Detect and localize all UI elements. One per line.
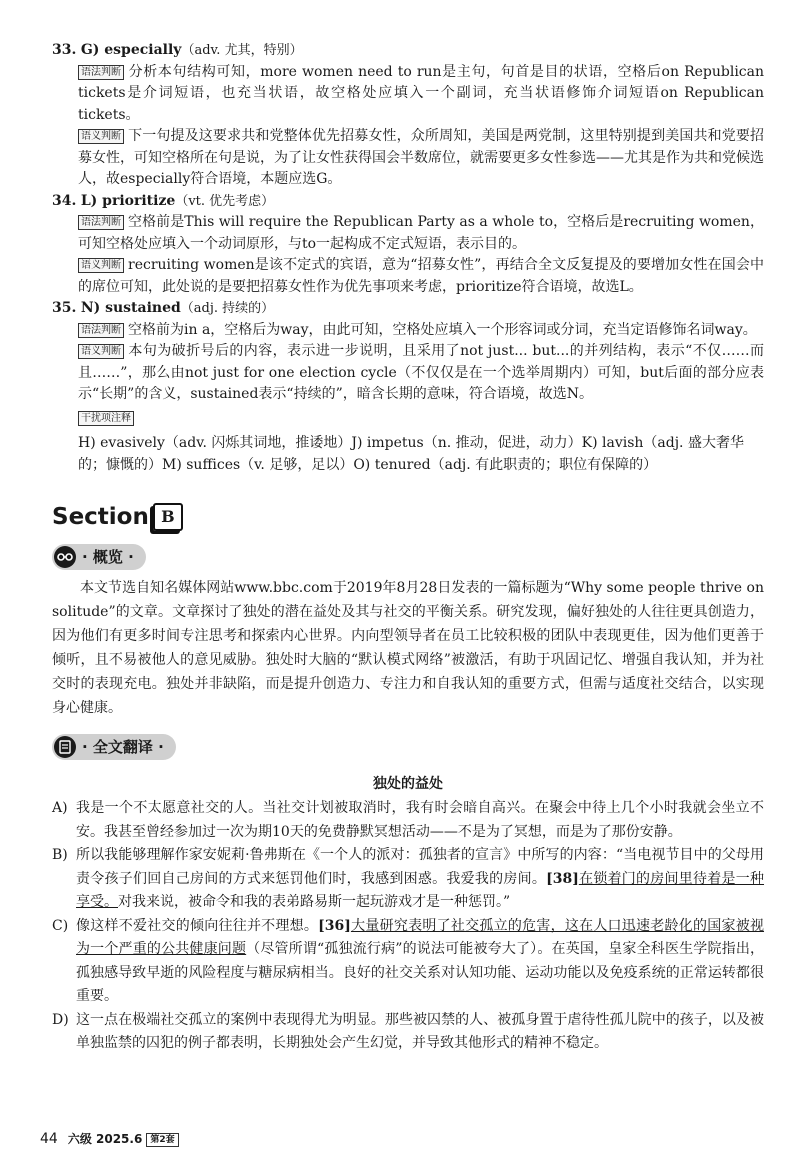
note-text: 空格前为in a，空格后为way，由此可知，空格处应填入一个形容词或分词，充当定语修饰名词way。: [128, 321, 757, 338]
note-text: 分析本句结构可知，more women need to run是主句，句首是目的状语，空格后on Republican tickets是介词短语，也充当状语，故空格处应填入一个副词，充当状语修饰介词短语on Republican tickets。: [78, 63, 764, 123]
translation-label: [52, 734, 176, 760]
answer-item-33: [52, 40, 764, 191]
para-text: 对我来说，被命令和我的表弟路易斯一起玩游戏才是一种惩罚。”: [118, 894, 511, 910]
set-stamp: 第2套: [146, 1133, 178, 1147]
page-footer: [40, 1129, 179, 1151]
distractor-tag-line: [78, 408, 764, 430]
grammar-tag: 语法判断: [78, 323, 124, 338]
answer-item-34: [52, 191, 764, 299]
semantic-note: [78, 255, 764, 298]
section-title: Section: [52, 504, 149, 530]
underlined-text: 在锁着门的房间里待着是一种享受。: [76, 870, 765, 910]
item-number: 34.: [52, 192, 77, 209]
para-text: 这一点在极端社交孤立的案例中表现得尤为明显。那些被囚禁的人、被孤身置于虐待性孤儿院中的孩子，以及被单独监禁的囚犯的例子都表明，长期独处会产生幻觉，并导致其他形式的精神不稳定。: [76, 1011, 764, 1051]
grammar-note: [78, 62, 764, 127]
grammar-tag: 语法判断: [78, 215, 124, 230]
note-text: 本句为破折号后的内容，表示进一步说明，且采用了not just... but...的并列结构，表示“不仅……而且……”，那么由not just for one election cycle（不仅仅是在一个选举周期内）可知，but后面的部分应表示“长期”的含义，sustained表示“持续的”，暗含长期的意味，符合语境，故选N。: [78, 343, 764, 402]
glasses-icon: [54, 546, 76, 568]
translation-para-b: [52, 844, 764, 915]
section-heading: [52, 502, 764, 532]
question-ref: [38]: [546, 870, 579, 887]
translation-label-text: · 全文翻译 ·: [82, 738, 164, 756]
grammar-tag: 语法判断: [78, 65, 124, 80]
answer-gloss: （adj. 持续的）: [180, 301, 275, 316]
translation-para-a: [52, 797, 764, 844]
para-label: B): [52, 847, 68, 863]
item-heading: [52, 191, 764, 213]
overview-text: 本文节选自知名媒体网站www.bbc.com于2019年8月28日发表的一篇标题为“Why some people thrive on solitude”的文章。文章探讨了独处的潜在益处及其与社交的平衡关系。研究发现，偏好独处的人往往更具创造力，因为他们有更多时间专注思考和探索内心世界。内向型领导者在员工比较积极的团队中表现更佳，因为他们更善于倾听，且不易被他人的意见威胁。独处时大脑的“默认模式网络”被激活，有助于巩固记忆、增强自我认知，并为社交时的表现充电。独处并非缺陷，而是提升创造力、专注力和自我认知的重要方式，但需与适度社交结合，以实现身心健康。: [52, 580, 764, 716]
para-text: （尽管所谓“孤独流行病”的说法可能被夸大了）。在英国，皇家全科医生学院指出，孤独感导致早逝的风险程度与糖尿病相当。良好的社交关系对认知功能、运动功能以及免疫系统的正常运转都很重要。: [76, 941, 765, 1004]
para-label: A): [52, 800, 68, 816]
para-text: 像这样不爱社交的倾向往往并不理想。: [76, 917, 319, 934]
answer-gloss: （adv. 尤其，特别）: [181, 43, 303, 58]
overview-label-text: · 概览 ·: [82, 548, 134, 566]
answer-word: G) especially: [80, 42, 182, 58]
translation-para-d: [52, 1009, 764, 1056]
overview-label: [52, 544, 146, 570]
question-ref: [36]: [318, 917, 351, 934]
magazine-issue: 六级 2025.6: [67, 1132, 143, 1146]
document-icon: [54, 736, 76, 758]
distractor-tag: 干扰项注释: [78, 411, 134, 426]
para-text: 我是一个不太愿意社交的人。当社交计划被取消时，我有时会暗自高兴。在聚会中待上几个小时我就会坐立不安。我甚至曾经参加过一次为期10天的免费静默冥想活动——不是为了冥想，而是为了那份安静。: [76, 800, 764, 840]
note-text: recruiting women是该不定式的宾语，意为“招募女性”，再结合全文反复提及的要增加女性在国会中的席位可知，此处说的是要把招募女性作为优先事项来考虑，prioritize符合语境，故选L。: [78, 257, 764, 295]
grammar-note: [78, 212, 764, 255]
answer-word: N) sustained: [80, 300, 181, 316]
underlined-text: 大量研究表明了社交孤立的危害，这在人口迅速老龄化的国家被视为一个严重的公共健康问题: [76, 917, 765, 957]
page-number: 44: [40, 1131, 58, 1147]
item-number: 35.: [52, 300, 77, 316]
semantic-tag: 语义判断: [78, 129, 124, 144]
semantic-note: [78, 126, 764, 191]
content: [52, 40, 764, 1056]
semantic-note: [78, 341, 764, 406]
article-title: 独处的益处: [373, 775, 443, 792]
semantic-tag: 语义判断: [78, 258, 124, 273]
answer-gloss: （vt. 优先考虑）: [175, 193, 275, 209]
item-heading: [52, 40, 764, 62]
para-text: 所以我能够理解作家安妮莉·鲁弗斯在《一个人的派对：孤独者的宣言》中所写的内容：“当电视节目中的父母用责令孩子们回自己房间的方式来惩罚他们时，我感到困惑。我爱我的房间。: [76, 847, 764, 887]
item-number: 33.: [52, 42, 77, 58]
note-text: 空格前是This will require the Republican Party as a whole to，空格后是recruiting women，可知空格处应填入一个动词原形，与to一起构成不定式短语，表示目的。: [78, 214, 764, 252]
para-label: C): [52, 917, 69, 934]
section-badge: B: [153, 503, 183, 531]
note-text: 下一句提及这要求共和党整体优先招募女性，众所周知，美国是两党制，这里特别提到美国共和党要招募女性，可知空格所在句是说，为了让女性获得国会半数席位，就需要更多女性参选——尤其是作为共和党候选人，故especially符合语境，本题应选G。: [78, 128, 764, 187]
grammar-note: [78, 320, 764, 342]
distractor-notes: H) evasively（adv. 闪烁其词地，推诿地）J) impetus（n. 推动，促进，动力）K) lavish（adj. 盛大奢华的；慷慨的）M) suffices（v. 足够，足以）O) tenured（adj. 有此职责的；职位有保障的）: [78, 435, 744, 473]
semantic-tag: 语义判断: [78, 344, 124, 359]
answer-word: L) prioritize: [80, 192, 176, 209]
item-heading: [52, 298, 764, 320]
answer-item-35: [52, 298, 764, 476]
translation-para-c: [52, 915, 764, 1009]
para-label: D): [52, 1011, 69, 1028]
